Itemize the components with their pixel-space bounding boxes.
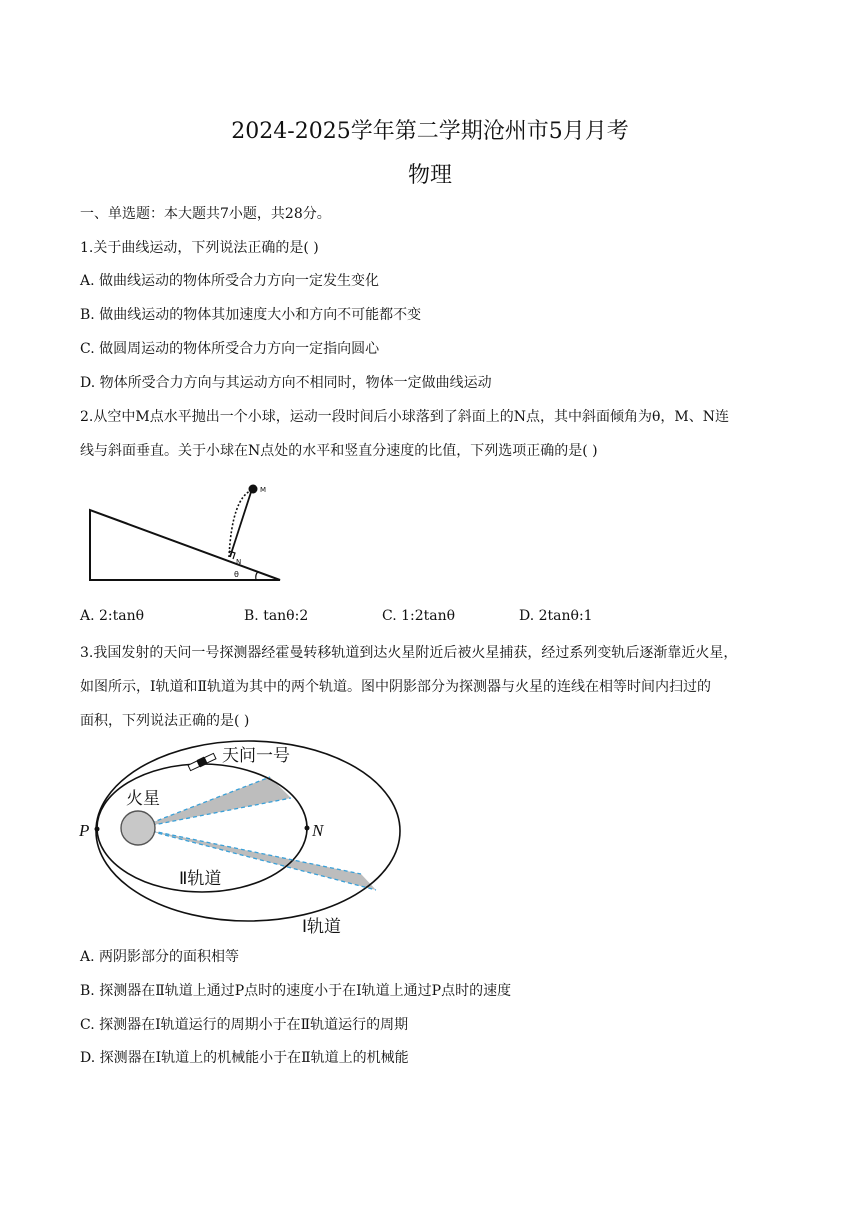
q3-option-c: C. 探测器在Ⅰ轨道运行的周期小于在Ⅱ轨道运行的周期 [80,1017,409,1033]
angle-arc [256,572,258,580]
q1-option-d: D. 物体所受合力方向与其运动方向不相同时，物体一定做曲线运动 [80,375,492,391]
q2-option-c: C. 1:2tanθ [382,608,456,624]
q3-option-b: B. 探测器在Ⅱ轨道上通过P点时的速度小于在Ⅰ轨道上通过P点时的速度 [80,983,512,999]
label-n: N [312,821,324,840]
swept-area-upper [138,777,291,828]
q3-option-a: A. 两阴影部分的面积相等 [80,949,240,965]
label-m: M [260,486,267,494]
q2-option-b: B. tanθ:2 [244,608,309,624]
mn-line [230,489,252,557]
exam-subject: 物理 [407,163,452,188]
label-n: N [236,558,242,566]
label-theta: θ [234,570,239,579]
mars-body [121,811,155,845]
q2-stem-line1: 2.从空中M点水平抛出一个小球，运动一段时间后小球落到了斜面上的N点，其中斜面倾角为θ，M、N连 [80,409,729,425]
q1-option-a: A. 做曲线运动的物体所受合力方向一定发生变化 [80,273,380,289]
q3-option-d: D. 探测器在Ⅰ轨道上的机械能小于在Ⅱ轨道上的机械能 [80,1050,409,1066]
ball-m [249,485,258,494]
label-p: P [79,821,90,840]
section-heading: 一、单选题：本大题共7小题，共28分。 [80,206,331,222]
label-orbit-2: Ⅱ轨道 [179,869,222,888]
q2-option-d: D. 2tanθ:1 [519,608,593,624]
q1-option-b: B. 做曲线运动的物体其加速度大小和方向不可能都不变 [80,307,422,323]
incline-triangle [90,510,280,580]
point-n-dot [305,826,310,831]
q1-stem: 1.关于曲线运动，下列说法正确的是( ) [80,240,319,256]
q2-option-a: A. 2:tanθ [80,608,145,624]
exam-title: 2024-2025学年第二学期沧州市5月月考 [231,119,629,144]
radius-line-4 [138,828,376,890]
q3-stem-line1: 3.我国发射的天问一号探测器经霍曼转移轨道到达火星附近后被火星捕获，经过系列变轨后逐渐靠近火星， [80,645,738,661]
q2-incline-figure [84,478,294,586]
label-mars: 火星 [126,789,160,808]
label-probe: 天问一号 [222,746,290,765]
q3-stem-line2: 如图所示，Ⅰ轨道和Ⅱ轨道为其中的两个轨道。图中阴影部分为探测器与火星的连线在相等时间内扫过的 [80,679,712,695]
point-p-dot [95,827,100,832]
q3-stem-line3: 面积，下列说法正确的是( ) [80,713,250,729]
q1-option-c: C. 做圆周运动的物体所受合力方向一定指向圆心 [80,341,380,357]
q2-stem-line2: 线与斜面垂直。关于小球在N点处的水平和竖直分速度的比值，下列选项正确的是( ) [80,443,598,459]
q3-orbit-figure [76,740,412,940]
probe-icon [188,752,217,771]
label-orbit-1: Ⅰ轨道 [302,917,342,936]
